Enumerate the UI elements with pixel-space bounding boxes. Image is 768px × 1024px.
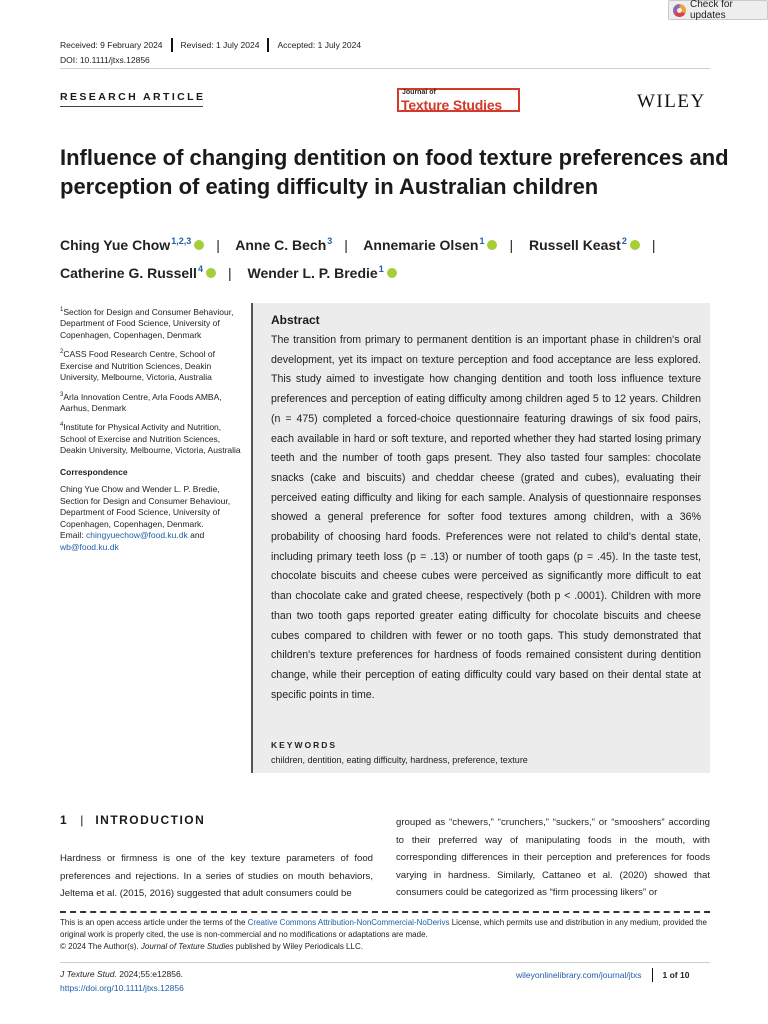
orcid-icon[interactable]: [487, 240, 497, 250]
check-for-updates-label: Check for updates: [690, 0, 733, 21]
accepted-date: Accepted: 1 July 2024: [277, 40, 362, 50]
date-separator: [267, 38, 269, 52]
publisher-logo: WILEY: [637, 91, 706, 112]
article-type-underline: [60, 106, 203, 107]
orcid-icon[interactable]: [206, 268, 216, 278]
license-notice: This is an open access article under the terms of the Creative Commons Attribution-NonCommercial-NoDerivs License, which permits use and distribution in any medium, provided the original work is properly cited, the use is non-commercial and no modifications or adaptations are made. © 2024 The Author(s). Journal of Texture Studies published by Wiley Periodicals LLC.: [60, 918, 707, 952]
author-separator: |: [216, 237, 220, 253]
author[interactable]: Russell Keast$^2$: [529, 236, 627, 253]
keywords-text: children, dentition, eating difficulty, hardness, preference, texture: [271, 755, 528, 765]
journal-logo-name: Texture Studies: [401, 97, 502, 113]
section-heading: 1 | INTRODUCTION: [60, 813, 206, 827]
email-link[interactable]: wb@food.ku.dk: [60, 541, 119, 552]
affiliation: $^2$CASS Food Research Centre, School of Exercise and Nutrition Sciences, Deakin University, Melbourne, Victoria, Australia: [60, 349, 216, 383]
author[interactable]: Catherine G. Russell$^4$: [60, 264, 203, 281]
article-title: Influence of changing dentition on food texture preferences and perception of eating difficulty in Australian children: [60, 145, 729, 199]
affiliation: $^3$Arla Innovation Centre, Arla Foods AMBA, Aarhus, Denmark: [60, 391, 222, 413]
email-link[interactable]: chingyuechow@food.ku.dk: [86, 530, 188, 541]
author-separator: |: [651, 237, 656, 253]
keywords-heading: KEYWORDS: [271, 740, 338, 750]
cc-license-link[interactable]: Creative Commons Attribution-NonCommercial-NoDerivs: [247, 918, 450, 927]
affiliations: [60, 305, 245, 559]
author-separator: |: [344, 237, 348, 253]
correspondence-text: Ching Yue Chow and Wender L. P. Bredie, Section for Design and Consumer Behaviour, Department of Food Science, University of Copenhagen, Copenhagen, Denmark. Email: chingyuechow@food.ku.dk and wb@food.ku.dk: [60, 484, 231, 552]
abstract-text: The transition from primary to permanent dentition is an important phase in children's oral development, yet its impact on texture perception and food acceptance are less explored. This study aimed to investigate how changing dentition and tooth loss influence texture preferences and perception of eating difficulty among children aged 5 to 12 years. Children (n = 475) completed a forced-choice questionnaire featuring drawings of six food pairs, each available in hard or soft texture, and reported whether they had started losing primary teeth and the number of tooth gaps present. They also tasted four samples: chocolate snacks (cake and biscuits) and cheddar cheese (grated and cubes), evaluating their perceived eating difficulty and liking for each sample. Analysis of questionnaire responses showed a general preference for softer food textures among children, with a 36% probability of choosing hard foods. Preferences were not related to child's dental state, including primary teeth loss (p = .13) or number of tooth gaps (p = .45). In the taste test, chocolate biscuits and cheese cubes were perceived as significantly more difficult to eat than chocolate cake and grated cheese, respectively (both p < .0001). Children with more than two tooth gaps reported greater eating difficulty for chocolate biscuits and cheese cubes compared to children with fewer or no tooth gaps. This study demonstrated that children's texture preferences for hardness of foods remained consistent during dentition change, while their perception of eating difficulty could vary based on their dental state at specific points in time.: [271, 334, 701, 701]
license-divider: [60, 911, 710, 913]
crossmark-icon: [673, 4, 686, 17]
page-number: 1 of 10: [662, 970, 690, 980]
orcid-icon[interactable]: [194, 240, 204, 250]
header-divider: [60, 68, 710, 69]
author[interactable]: Ching Yue Chow$^{1,2,3}$: [60, 236, 192, 253]
author[interactable]: Annemarie Olsen$^1$: [363, 236, 485, 253]
author-list: [60, 229, 750, 285]
body-right-column: grouped as “chewers,” “crunchers,” “suckers,” or “smooshers” according to their preferred way of manipulating foods in the mouth, with corresponding differences in their perception and preferences for foods varying in hardness. Similarly, Cattaneo et al. (2020) showed that consumers could be categorized as “firm processing likers” or: [396, 817, 710, 899]
doi-link[interactable]: https://doi.org/10.1111/jtxs.12856: [60, 982, 184, 993]
footer-citation: J Texture Stud. 2024;55:e12856. https://doi.org/10.1111/jtxs.12856: [60, 969, 184, 993]
check-for-updates-button[interactable]: [668, 0, 768, 20]
journal-logo: [397, 88, 520, 112]
publication-dates: [60, 38, 361, 52]
received-date: Received: 9 February 2024: [60, 40, 163, 50]
author[interactable]: Anne C. Bech$^3$: [235, 236, 333, 253]
body-left-column: Hardness or firmness is one of the key texture parameters of food preferences and rejections. In a series of studies on mouth behaviors, Jeltema et al. (2015, 2016) suggested that adult consumers could be: [60, 853, 373, 900]
revised-date: Revised: 1 July 2024: [180, 40, 260, 50]
author-separator: |: [509, 237, 514, 253]
footer-separator: [652, 968, 653, 982]
abstract-heading: Abstract: [271, 313, 320, 327]
orcid-icon[interactable]: [387, 268, 397, 278]
author-separator: |: [227, 265, 232, 281]
author[interactable]: Wender L. P. Bredie$^1$: [247, 264, 384, 281]
footer-right: [516, 968, 689, 982]
footer-divider: [60, 962, 710, 963]
affiliation: $^4$Institute for Physical Activity and Nutrition, School of Exercise and Nutrition Sciences, Deakin University, Melbourne, Victoria, Australia: [60, 422, 241, 456]
affiliation: $^1$Section for Design and Consumer Behaviour, Department of Food Science, University of Copenhagen, Copenhagen, Denmark: [60, 306, 234, 340]
journal-site-link[interactable]: wileyonlinelibrary.com/journal/jtxs: [516, 970, 642, 980]
date-separator: [171, 38, 173, 52]
orcid-icon[interactable]: [630, 240, 640, 250]
correspondence-heading: Correspondence: [60, 466, 128, 477]
article-type: RESEARCH ARTICLE: [60, 91, 206, 103]
doi-header: DOI: 10.1111/jtxs.12856: [60, 55, 150, 65]
journal-logo-small: Journal of: [402, 89, 436, 96]
